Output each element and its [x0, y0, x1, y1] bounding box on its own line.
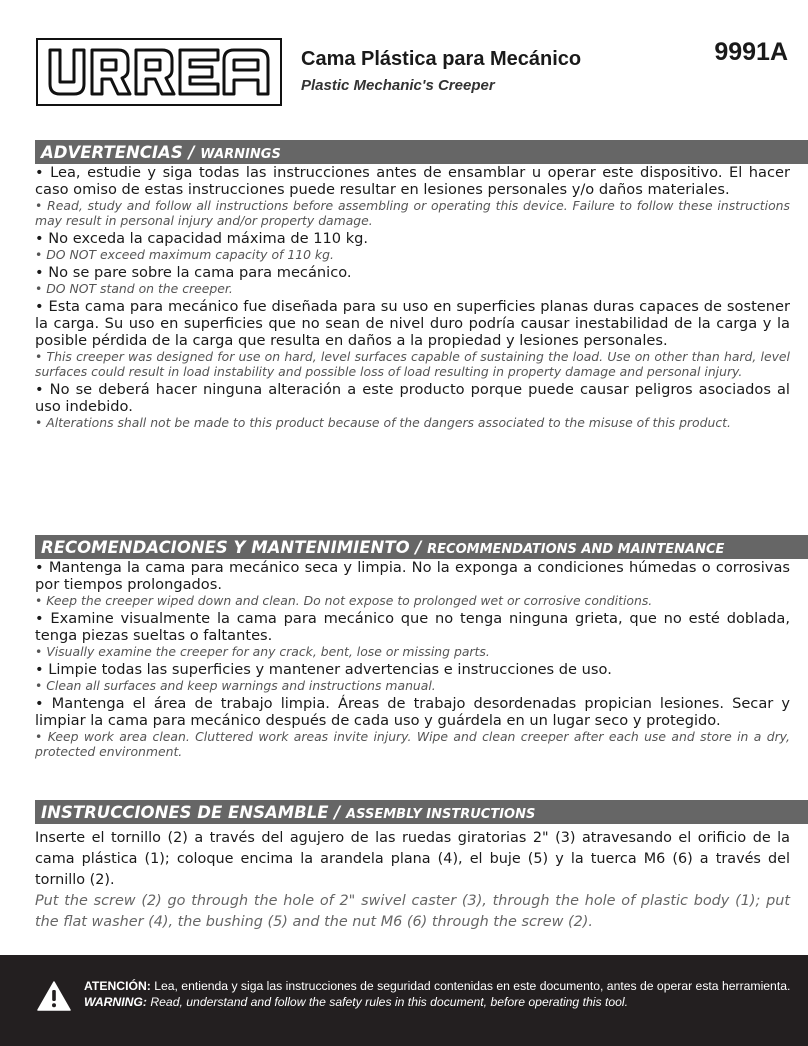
maintenance-en: • Visually examine the creeper for any crack, bent, lose or missing parts.: [35, 644, 490, 659]
maintenance-en: • Clean all surfaces and keep warnings and instructions manual.: [35, 678, 436, 693]
maintenance-es: • Mantenga la cama para mecánico seca y limpia. No la exponga a condiciones húmedas o corrosivas por tiempos prolongados.: [35, 559, 790, 593]
maintenance-es: • Mantenga el área de trabajo limpia. Áreas de trabajo desordenadas propician lesiones. Secar y limpiar la cama para mecánico después de cada uso y guárdela en un lugar seco y protegido.: [35, 695, 790, 729]
urrea-logo: [36, 38, 282, 106]
title-separator: /: [328, 803, 347, 822]
title-separator: /: [409, 538, 428, 557]
maintenance-title-en: RECOMMENDATIONS AND MAINTENANCE: [427, 542, 725, 557]
document-header: [36, 38, 792, 110]
product-title-es: Cama Plástica para Mecánico: [301, 48, 582, 70]
warning-en: • Alterations shall not be made to this product because of the dangers associated to the misuse of this product.: [35, 415, 731, 430]
warning-es: • No se deberá hacer ninguna alteración a este producto porque puede causar peligros asociados al uso indebido.: [35, 381, 790, 415]
warning-es: • Esta cama para mecánico fue diseñada para su uso en superficies planas duras capaces de sostener la carga. Su uso en superficies que no sean de nivel duro podría causar inestabilidad de la carga y la posible pérdida de la carga que resulta en daños a la propiedad y lesiones personales.: [35, 298, 790, 349]
warnings-header: [35, 140, 808, 164]
warning-en: • This creeper was designed for use on hard, level surfaces capable of sustaining the load. Use on other than hard, level surfaces could result in load instability and possible loss of load resulting in property damage and personal injury.: [35, 349, 790, 379]
title-separator: /: [182, 143, 201, 162]
footer-text: [84, 978, 804, 1010]
maintenance-header: [35, 535, 808, 559]
model-number: 9991A: [714, 38, 788, 66]
warning-en: • Read, study and follow all instructions before assembling or operating this device. Failure to follow these instructions may result in personal injury and/or property damage.: [35, 198, 790, 228]
warnings-section: [35, 140, 808, 432]
warnings-title-es: ADVERTENCIAS: [41, 143, 183, 162]
assembly-title-en: ASSEMBLY INSTRUCTIONS: [346, 807, 536, 822]
maintenance-en: • Keep the creeper wiped down and clean. Do not expose to prolonged wet or corrosive conditions.: [35, 593, 653, 608]
assembly-title-es: INSTRUCCIONES DE ENSAMBLE: [41, 803, 329, 822]
warning-en: • DO NOT stand on the creeper.: [35, 281, 233, 296]
footer-line-en: [84, 994, 804, 1010]
warning-triangle-icon: [37, 981, 71, 1011]
footer-line-es: [84, 978, 804, 994]
warning-es: • No exceda la capacidad máxima de 110 kg.: [35, 230, 369, 247]
warning-en: • DO NOT exceed maximum capacity of 110 kg.: [35, 247, 334, 262]
assembly-text-en: Put the screw (2) go through the hole of 2" swivel caster (3), through the hole of plastic body (1); put the flat washer (4), the bushing (5) and the nut M6 (6) through the screw (2).: [35, 893, 790, 930]
assembly-text-es: Inserte el tornillo (2) a través del agujero de las ruedas giratorias 2" (3) atravesando el orificio de la cama plástica (1); coloque encima la arandela plana (4), el buje (5) y la tuerca M6 (6) a través del tornillo (2).: [35, 830, 790, 888]
maintenance-section: [35, 535, 808, 761]
assembly-section: [35, 800, 808, 933]
maintenance-title-es: RECOMENDACIONES Y MANTENIMIENTO: [41, 538, 410, 557]
warnings-list: [35, 164, 808, 430]
safety-footer: [0, 955, 808, 1046]
urrea-logo-icon: [44, 46, 276, 98]
footer-text-en: Read, understand and follow the safety rules in this document, before operating this tool.: [146, 995, 628, 1009]
maintenance-en: • Keep work area clean. Cluttered work areas invite injury. Wipe and clean creeper after each use and store in a dry, protected environment.: [35, 729, 790, 759]
footer-label-en: WARNING:: [84, 995, 147, 1009]
maintenance-es: • Limpie todas las superficies y mantener advertencias e instrucciones de uso.: [35, 661, 612, 678]
warning-es: • No se pare sobre la cama para mecánico.: [35, 264, 352, 281]
footer-text-es: Lea, entienda y siga las instrucciones de seguridad contenidas en este documento, antes de operar esta herramienta.: [150, 979, 791, 993]
maintenance-list: [35, 559, 808, 759]
product-title-en: Plastic Mechanic's Creeper: [301, 77, 495, 94]
assembly-header: [35, 800, 808, 824]
footer-label-es: ATENCIÓN:: [84, 979, 151, 993]
maintenance-es: • Examine visualmente la cama para mecánico que no tenga ninguna grieta, que no esté doblada, tenga piezas sueltas o faltantes.: [35, 610, 790, 644]
warning-es: • Lea, estudie y siga todas las instrucciones antes de ensamblar u operar este dispositivo. El hacer caso omiso de estas instrucciones puede resultar en lesiones personales y/o daños materiales.: [35, 164, 790, 198]
warnings-title-en: WARNINGS: [200, 147, 281, 162]
